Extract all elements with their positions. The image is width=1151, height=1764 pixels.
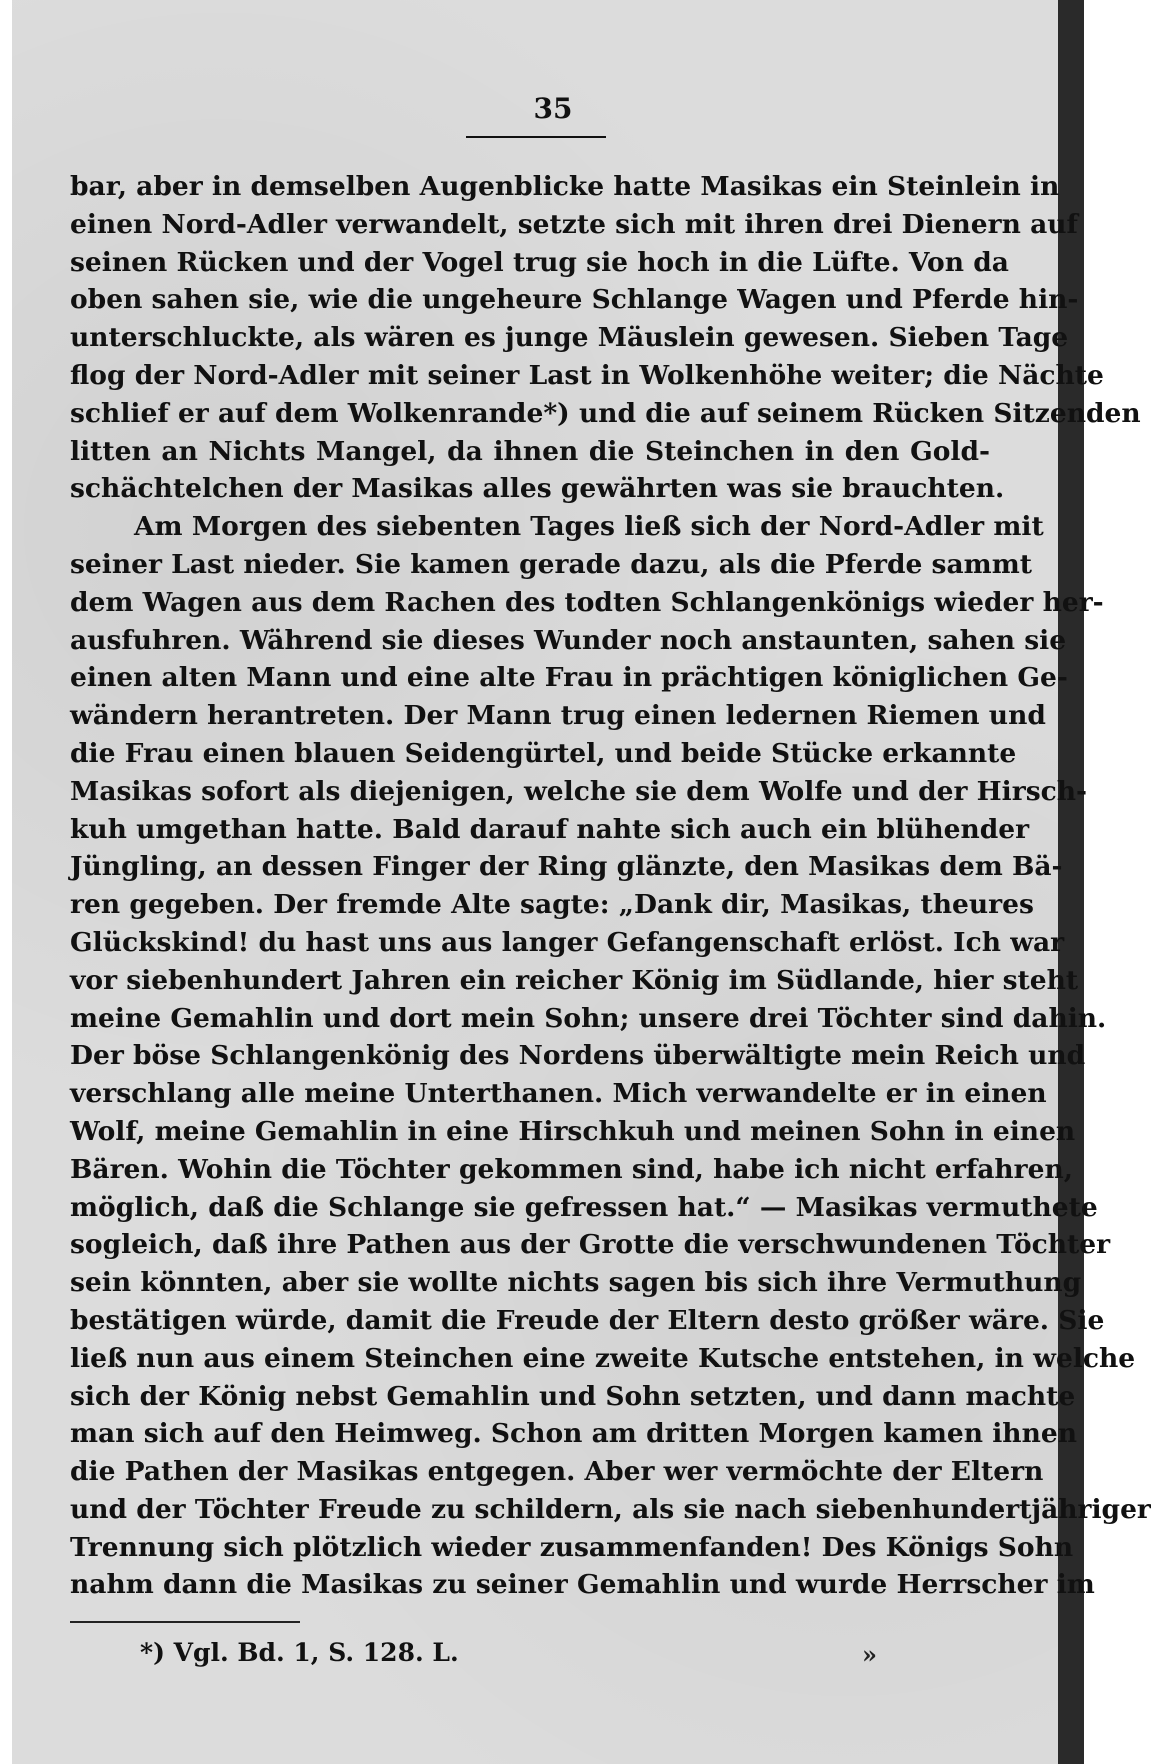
text-line: sogleich, daß ihre Pathen aus der Grotte die verschwundenen Töchter — [70, 1229, 1111, 1261]
footnote-rule — [70, 1621, 300, 1623]
text-line: sein könnten, aber sie wollte nichts sagen bis sich ihre Vermuthung — [70, 1267, 1082, 1299]
text-line: Bären. Wohin die Töchter gekommen sind, habe ich nicht erfahren, — [70, 1153, 1073, 1185]
text-line: möglich, daß die Schlange sie gefressen hat.“ — Masikas vermuthete — [70, 1191, 1098, 1223]
text-line: meine Gemahlin und dort mein Sohn; unsere drei Töchter sind dahin. — [70, 1002, 1107, 1034]
text-line: wändern herantreten. Der Mann trug einen ledernen Riemen und — [70, 700, 1046, 732]
text-line: Der böse Schlangenkönig des Nordens überwältigte mein Reich und — [70, 1040, 1086, 1072]
text-line: einen Nord-Adler verwandelt, setzte sich mit ihren drei Dienern auf — [70, 208, 1078, 240]
text-line: schächtelchen der Masikas alles gewährten was sie brauchten. — [70, 473, 1005, 505]
text-line: flog der Nord-Adler mit seiner Last in Wolkenhöhe weiter; die Nächte — [70, 359, 1104, 391]
text-line: bar, aber in demselben Augenblicke hatte Masikas ein Steinlein in — [70, 171, 1060, 202]
text-line: Trennung sich plötzlich wieder zusammenfanden! Des Königs Sohn — [70, 1531, 1074, 1563]
page-number: 35 — [533, 92, 573, 125]
text-line: sich der König nebst Gemahlin und Sohn setzten, und dann machte — [70, 1380, 1076, 1412]
text-line: litten an Nichts Mangel, da ihnen die Steinchen in den Gold- — [70, 435, 990, 467]
text-line: man sich auf den Heimweg. Schon am dritten Morgen kamen ihnen — [70, 1418, 1077, 1450]
printer-mark: » — [862, 1640, 877, 1669]
text-line: ren gegeben. Der fremde Alte sagte: „Dank dir, Masikas, theures — [70, 889, 1034, 921]
text-line: Am Morgen des siebenten Tages ließ sich der Nord-Adler mit — [134, 511, 1044, 543]
text-line: unterschluckte, als wären es junge Mäuslein gewesen. Sieben Tage — [70, 322, 1069, 354]
text-line: bestätigen würde, damit die Freude der Eltern desto größer wäre. Sie — [70, 1304, 1105, 1336]
header-rule — [466, 136, 606, 138]
text-line: seinen Rücken und der Vogel trug sie hoch in die Lüfte. Von da — [70, 246, 1009, 278]
text-line: oben sahen sie, wie die ungeheure Schlange Wagen und Pferde hin- — [70, 284, 1079, 316]
body-text — [70, 168, 1151, 1604]
text-line: ließ nun aus einem Steinchen eine zweite Kutsche entstehen, in welche — [70, 1342, 1136, 1374]
text-line: die Pathen der Masikas entgegen. Aber wer vermöchte der Eltern — [70, 1456, 1044, 1488]
text-line: dem Wagen aus dem Rachen des todten Schlangenkönigs wieder her- — [70, 586, 1104, 618]
text-line: die Frau einen blauen Seidengürtel, und beide Stücke erkannte — [70, 737, 1017, 769]
text-line: nahm dann die Masikas zu seiner Gemahlin und wurde Herrscher im — [70, 1569, 1095, 1601]
text-line: Wolf, meine Gemahlin in eine Hirschkuh und meinen Sohn in einen — [70, 1115, 1076, 1147]
text-line: Masikas sofort als diejenigen, welche sie dem Wolfe und der Hirsch- — [70, 775, 1088, 807]
text-line: ausfuhren. Während sie dieses Wunder noch anstaunten, sahen sie — [70, 624, 1067, 656]
text-line: einen alten Mann und eine alte Frau in prächtigen königlichen Ge- — [70, 662, 1068, 694]
text-line: kuh umgethan hatte. Bald darauf nahte sich auch ein blühender — [70, 813, 1030, 845]
text-line: vor siebenhundert Jahren ein reicher König im Südlande, hier steht — [70, 964, 1079, 996]
footnote: *) Vgl. Bd. 1, S. 128. L. — [140, 1638, 459, 1667]
text-line: seiner Last nieder. Sie kamen gerade dazu, als die Pferde sammt — [70, 548, 1032, 580]
text-line: Glückskind! du hast uns aus langer Gefangenschaft erlöst. Ich war — [70, 926, 1065, 958]
text-line: schlief er auf dem Wolkenrande*) und die auf seinem Rücken Sitzenden — [70, 397, 1141, 429]
text-line: und der Töchter Freude zu schildern, als sie nach siebenhundertjähriger — [70, 1493, 1151, 1525]
text-line: Jüngling, an dessen Finger der Ring glänzte, den Masikas dem Bä- — [70, 851, 1063, 883]
text-line: verschlang alle meine Unterthanen. Mich verwandelte er in einen — [70, 1078, 1047, 1110]
